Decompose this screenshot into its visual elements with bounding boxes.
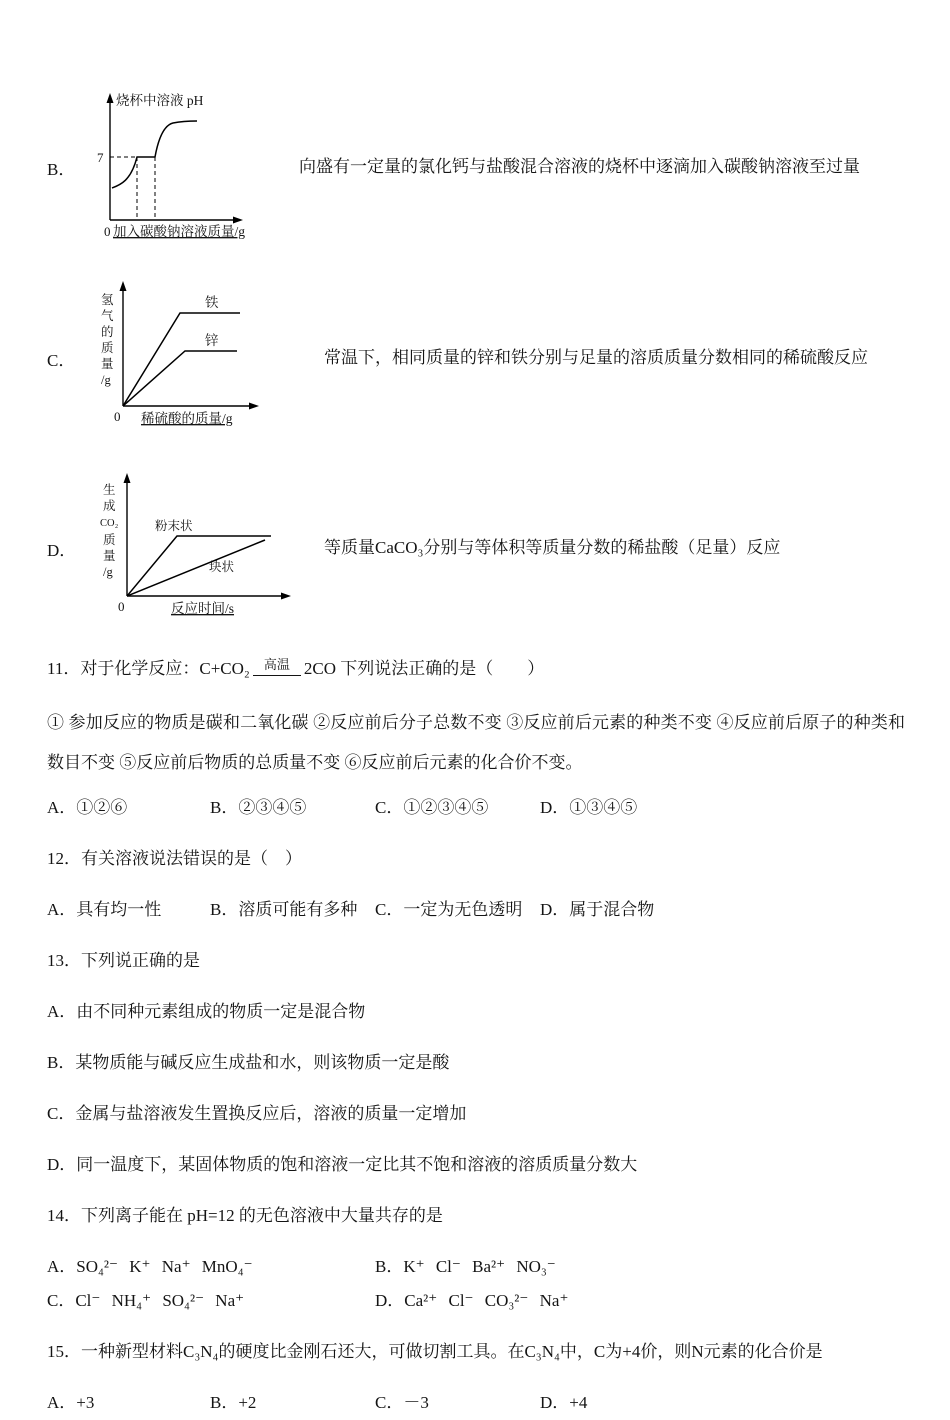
q11-option-a: A．①②⑥	[47, 798, 128, 817]
chart-c-x-axis-arrow	[249, 403, 259, 410]
q14-option-a: A．SO₄²⁻ K⁺ Na⁺ MnO₄⁻	[47, 1257, 253, 1276]
q14-option-c: C．Cl⁻ NH₄⁺ SO₄²⁻ Na⁺	[47, 1291, 245, 1310]
chart-c-y-char-3: 的	[101, 325, 114, 339]
chart-c-y-char-2: 气	[101, 309, 114, 323]
q13-stem: 13．下列说正确的是	[47, 951, 200, 970]
q14-stem: 14．下列离子能在 pH=12 的无色溶液中大量共存的是	[47, 1206, 443, 1225]
option-b-letter: B．	[47, 159, 76, 179]
q11-reaction-condition	[253, 658, 301, 676]
q11-condition-text: 高温	[263, 657, 290, 672]
q11-stem-suffix: 2CO 下列说法正确的是（ ）	[303, 659, 545, 678]
chart-c-y-char-1: 氢	[101, 293, 114, 307]
q15-option-d: D．+4	[540, 1393, 588, 1412]
chart-c-x-label: 稀硫酸的质量/g	[141, 411, 233, 426]
q12-option-d: D．属于混合物	[540, 900, 655, 919]
option-c-letter: C．	[47, 350, 76, 370]
chart-d-y-char-3: CO₂	[100, 518, 119, 529]
chart-d-lump-label: 块状	[209, 560, 235, 574]
q11-option-c: C．①②③④⑤	[375, 798, 489, 817]
q11-stem	[47, 652, 905, 686]
chart-b-y-title: 烧杯中溶液 pH	[116, 93, 204, 108]
q15-option-b: B．+2	[210, 1393, 257, 1412]
q11-options-row	[47, 791, 905, 825]
q14-options-row-1	[47, 1250, 905, 1284]
chart-b-ph-curve	[112, 121, 197, 188]
q15-options-row	[47, 1386, 905, 1420]
chart-d-x-axis-arrow	[281, 593, 291, 600]
chart-d-powder-label: 粉末状	[155, 519, 193, 533]
q11-statements: ① 参加反应的物质是碳和二氧化碳 ②反应前后分子总数不变 ③反应前后元素的种类不变 ④反应前后原子的种类和数目不变 ⑤反应前后物质的总质量不变 ⑥反应前后元素的化合价不变。	[47, 713, 905, 772]
option-d-letter: D．	[47, 540, 77, 560]
questions-area	[47, 652, 905, 1420]
chart-d-co2-vs-time-graph	[85, 468, 300, 628]
q13-option-a: A．由不同种元素组成的物质一定是混合物	[47, 1002, 366, 1021]
q11-stem-prefix: 11．对于化学反应：C+CO₂	[47, 659, 250, 678]
chart-d-origin: 0	[118, 599, 125, 614]
q14-options-row-2	[47, 1284, 905, 1318]
chart-c-y-char-5: 量	[101, 357, 114, 371]
option-d-row	[47, 468, 905, 628]
chart-d-y-char-2: 成	[103, 499, 116, 513]
chart-b-ph-curve-graph	[85, 88, 275, 246]
chart-b-origin: 0	[104, 224, 111, 239]
chart-b-y-axis-arrow	[107, 93, 114, 103]
option-b-row	[47, 88, 905, 246]
chart-d-y-axis-arrow	[124, 473, 131, 483]
q15-option-a: A．+3	[47, 1393, 95, 1412]
q12-stem: 12．有关溶液说法错误的是（ ）	[47, 849, 302, 868]
option-d-description: 等质量CaCO₃分别与等体积等质量分数的稀盐酸（足量）反应	[324, 538, 781, 558]
q15-stem: 15．一种新型材料C₃N₄的硬度比金刚石还大，可做切割工具。在C₃N₄中，C为+4价，则N元素的化合价是	[47, 1342, 823, 1361]
chart-c-zinc-label: 锌	[205, 333, 219, 348]
q15-option-c: C．－3	[375, 1393, 429, 1412]
q12-option-c: C．一定为无色透明	[375, 900, 523, 919]
option-c-row	[47, 274, 905, 442]
option-b-description: 向盛有一定量的氯化钙与盐酸混合溶液的烧杯中逐滴加入碳酸钠溶液至过量	[299, 157, 860, 177]
chart-d-x-label: 反应时间/s	[171, 601, 235, 616]
q12-option-b: B．溶质可能有多种	[210, 900, 358, 919]
q11-option-b: B．②③④⑤	[210, 798, 307, 817]
chart-d-y-char-4: 质	[103, 533, 116, 547]
chart-b-x-label: 加入碳酸钠溶液质量/g	[113, 224, 246, 239]
q13-option-b: B．某物质能与碱反应生成盐和水，则该物质一定是酸	[47, 1053, 450, 1072]
chart-d-y-char-1: 生	[103, 483, 116, 497]
chart-c-origin: 0	[114, 409, 121, 424]
chart-b-x-axis-arrow	[233, 217, 243, 224]
chart-c-y-axis-arrow	[120, 281, 127, 291]
q11-option-d: D．①③④⑤	[540, 798, 638, 817]
chart-b-y-tick-7: 7	[97, 150, 104, 165]
chart-c-h2-vs-acid-graph	[85, 274, 300, 442]
q13-option-d: D．同一温度下，某固体物质的饱和溶液一定比其不饱和溶液的溶质质量分数大	[47, 1155, 638, 1174]
chart-d-y-char-6: /g	[103, 565, 113, 579]
q12-option-a: A．具有均一性	[47, 900, 162, 919]
chart-c-iron-line	[123, 313, 240, 406]
option-c-description: 常温下，相同质量的锌和铁分别与足量的溶质质量分数相同的稀硫酸反应	[324, 348, 868, 368]
q14-option-b: B．K⁺ Cl⁻ Ba²⁺ NO₃⁻	[375, 1257, 556, 1276]
chart-d-y-char-5: 量	[103, 549, 116, 563]
chart-d-lump-line	[127, 540, 265, 596]
q14-option-d: D．Ca²⁺ Cl⁻ CO₃²⁻ Na⁺	[375, 1291, 569, 1310]
chart-c-y-char-4: 质	[101, 341, 114, 355]
q12-options-row	[47, 893, 905, 927]
chart-c-iron-label: 铁	[205, 295, 219, 310]
q13-option-c: C．金属与盐溶液发生置换反应后，溶液的质量一定增加	[47, 1104, 467, 1123]
chart-c-y-char-6: /g	[101, 373, 111, 387]
